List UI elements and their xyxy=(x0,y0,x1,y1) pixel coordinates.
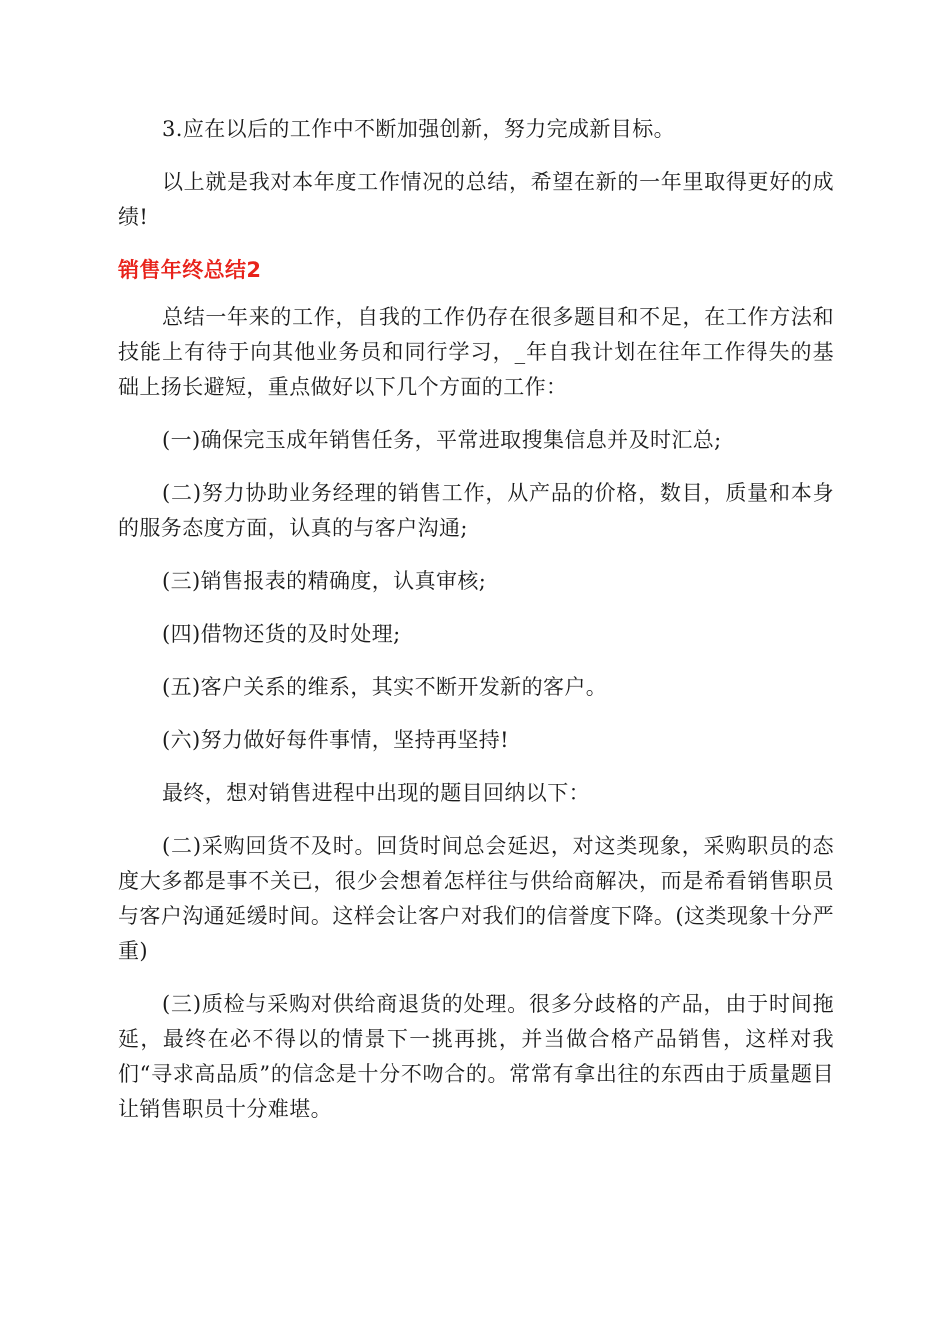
list-item: (六)努力做好每件事情，坚持再坚持! xyxy=(162,728,510,752)
list-item: (一)确保完玉成年销售任务，平常进取搜集信息并及时汇总; xyxy=(162,428,722,452)
paragraph: 以上就是我对本年度工作情况的总结，希望在新的一年里取得更好的成绩! xyxy=(118,170,834,229)
list-item: (五)客户关系的维系，其实不断开发新的客户。 xyxy=(162,675,608,699)
list-item: (四)借物还货的及时处理; xyxy=(162,622,401,646)
document-body xyxy=(118,112,834,1145)
list-item: (三)质检与采购对供给商退货的处理。很多分歧格的产品，由于时间拖延，最终在必不得以的情景下一挑再挑，并当做合格产品销售，这样对我们“寻求高品质”的信念是十分不吻合的。常常有拿出往的东西由于质量题目让销售职员十分难堪。 xyxy=(118,992,834,1121)
list-item: (三)销售报表的精确度，认真审核; xyxy=(162,569,487,593)
paragraph: 最终，想对销售进程中出现的题目回纳以下： xyxy=(162,781,590,805)
list-item: (二)努力协助业务经理的销售工作，从产品的价格，数目，质量和本身的服务态度方面，认真的与客户沟通; xyxy=(118,481,834,540)
section-heading: 销售年终总结2 xyxy=(118,258,262,282)
list-item: (二)采购回货不及时。回货时间总会延迟，对这类现象，采购职员的态度大多都是事不关已，很少会想着怎样往与供给商解决，而是希看销售职员与客户沟通延缓时间。这样会让客户对我们的信誉度下降。(这类现象十分严重) xyxy=(118,834,834,963)
paragraph: 总结一年来的工作，自我的工作仍存在很多题目和不足，在工作方法和技能上有待于向其他业务员和同行学习，_年自我计划在往年工作得失的基础上扬长避短，重点做好以下几个方面的工作： xyxy=(118,305,834,399)
paragraph: 3.应在以后的工作中不断加强创新，努力完成新目标。 xyxy=(162,117,676,141)
